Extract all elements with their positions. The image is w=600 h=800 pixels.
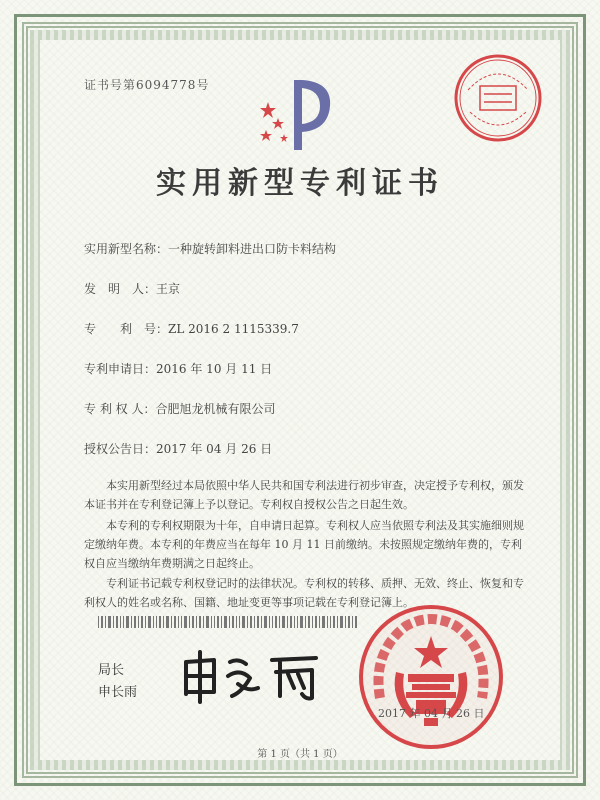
field-label: 实用新型名称： (84, 242, 169, 256)
paragraph-term: 本专利的专利权期限为十年，自申请日起算。专利权人应当依照专利法及其实施细则规定缴纳年费。本专利的年费应当在每年 10 月 11 日前缴纳。未按照规定缴纳年费的，专利权自应当缴纳年费期满之日起终止。 (84, 519, 524, 570)
field-value: 2017 年 04 月 26 日 (156, 442, 273, 456)
field-label: 专 利 权 人： (84, 402, 156, 416)
field-utility-model-name (84, 240, 336, 257)
field-value: 王京 (156, 282, 181, 296)
field-value: 2016 年 10 月 11 日 (156, 362, 273, 376)
field-grant-date (84, 440, 272, 457)
barcode-strip (98, 616, 358, 628)
field-value: ZL 2016 2 1115339.7 (168, 322, 299, 336)
field-label: 授权公告日： (84, 442, 157, 456)
signatory-name: 申长雨 (98, 685, 138, 700)
handwritten-signature (180, 648, 320, 704)
field-patentee (84, 400, 275, 417)
field-inventor (84, 280, 180, 297)
signatory-title: 局长 (98, 663, 125, 678)
paragraph-legal-status: 专利证书记载专利权登记时的法律状况。专利权的转移、质押、无效、终止、恢复和专利权人的姓名或名称、国籍、地址变更等事项记载在专利登记簿上。 (84, 577, 524, 609)
certificate-number: 证书号第6094778号 (84, 78, 210, 92)
paragraph-grant: 本实用新型经过本局依照中华人民共和国专利法进行初步审查，决定授予专利权，颁发本证书并在专利登记簿上予以登记。专利权自授权公告之日起生效。 (84, 479, 524, 511)
field-label: 专利申请日： (84, 362, 157, 376)
patent-office-emblem-icon (254, 72, 344, 152)
small-red-seal (450, 50, 546, 146)
field-label: 专 利 号： (84, 322, 169, 336)
field-value: 合肥旭龙机械有限公司 (155, 402, 276, 416)
signature-block (98, 660, 137, 704)
issue-date-stamp: 2017 年 04 月 26 日 (378, 707, 485, 720)
national-ip-office-seal (356, 602, 506, 752)
page-footer: 第 1 页（共 1 页） (257, 749, 343, 760)
field-patent-number (84, 320, 299, 337)
field-label: 发 明 人： (84, 282, 157, 296)
certificate-title: 实用新型专利证书 (156, 166, 444, 201)
field-value: 一种旋转卸料进出口防卡料结构 (168, 242, 337, 256)
field-application-date (84, 360, 272, 377)
